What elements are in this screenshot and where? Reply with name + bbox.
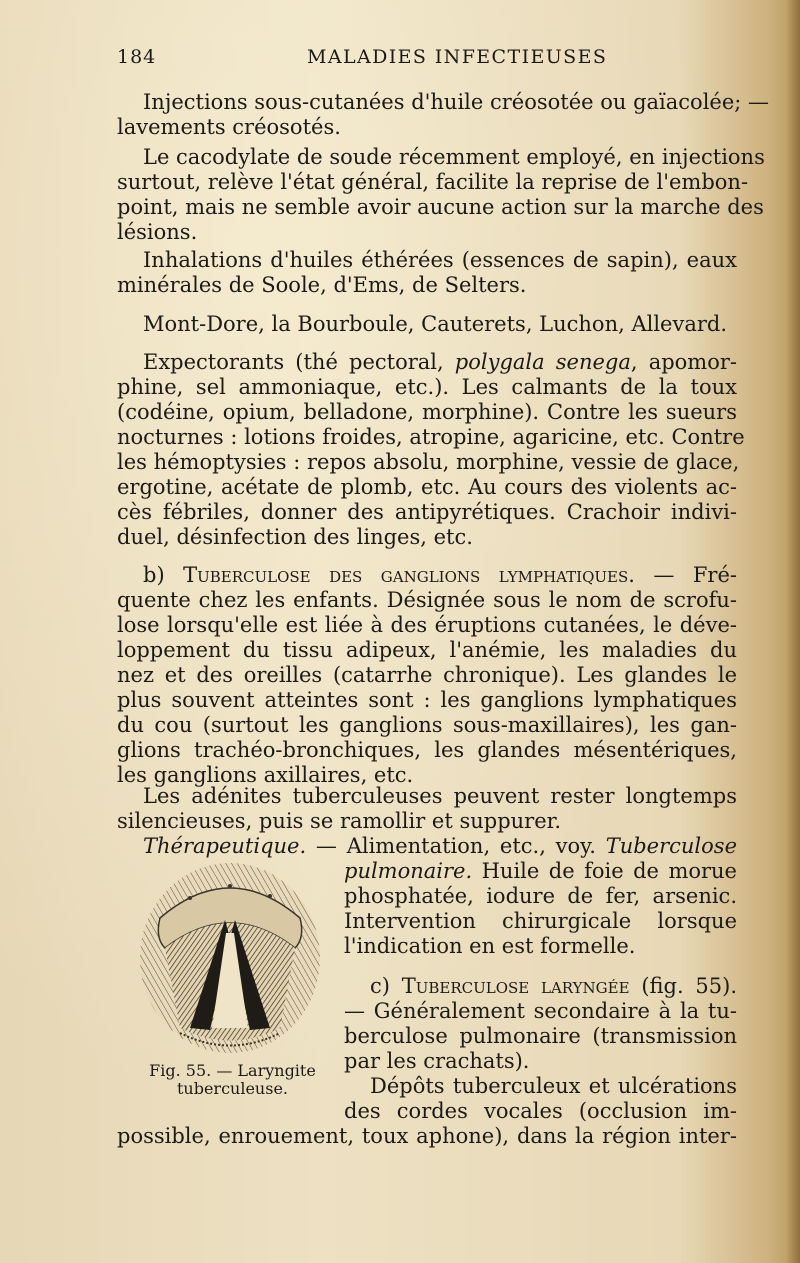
text-line: loppement du tissu adipeux, l'anémie, les maladies du [117, 638, 737, 662]
text-line: ergotine, acétate de plomb, etc. Au cours des violents ac- [117, 475, 737, 499]
text-line: lavements créosotés. [117, 115, 341, 139]
text-line: minérales de Soole, d'Ems, de Selters. [117, 273, 527, 297]
text-line: duel, désinfection des linges, etc. [117, 525, 473, 549]
page-number: 184 [117, 46, 157, 68]
figure-caption-line: Fig. 55. — Laryngite [149, 1061, 316, 1080]
figure-caption [130, 1062, 335, 1098]
section-heading: Tuberculose laryngée [401, 974, 630, 998]
text-line: les ganglions axillaires, etc. [117, 763, 414, 787]
page-spine-shadow [786, 0, 800, 1263]
text-span: c) [370, 974, 402, 998]
text-line [143, 832, 737, 860]
text-line: point, mais ne semble avoir aucune action sur la marche des [117, 195, 764, 219]
text-line: surtout, relève l'état général, facilite la reprise de l'embon- [117, 170, 749, 194]
larynx-illustration [130, 858, 330, 1058]
text-line: silencieuses, puis se ramollir et suppurer. [117, 809, 562, 833]
text-line [344, 857, 737, 885]
text-line: berculose pulmonaire (transmission [344, 1024, 737, 1048]
text-line: cès fébriles, donner des antipyrétiques. Crachoir indivi- [117, 500, 737, 524]
text-line: — Généralement secondaire à la tu- [344, 999, 737, 1023]
text-line: Injections sous-cutanées d'huile créosotée ou gaïacolée; — [143, 90, 770, 114]
text-line: plus souvent atteintes sont : les ganglions lymphatiques [117, 688, 737, 712]
text-line: quente chez les enfants. Désignée sous le nom de scrofu- [117, 588, 737, 612]
italic-term: polygala senega [454, 350, 631, 374]
text-span: (fig. 55). [629, 974, 738, 998]
section-heading-line [370, 972, 737, 1000]
section-heading-line [143, 561, 737, 589]
text-line: du cou (surtout les ganglions sous-maxillaires), les gan- [117, 713, 737, 737]
text-span: Expectorants (thé pectoral, [143, 350, 455, 374]
text-line: Inhalations d'huiles éthérées (essences de sapin), eaux [143, 248, 737, 272]
figure-caption-line: tuberculeuse. [176, 1079, 288, 1098]
text-span: — Alimentation, etc., voy. [306, 834, 606, 858]
section-heading: Tuberculose des ganglions lymphatiques. [183, 563, 635, 587]
italic-label: Thérapeutique. [143, 834, 307, 858]
text-line: Les adénites tuberculeuses peuvent rester longtemps [143, 784, 737, 808]
text-line: Dépôts tuberculeux et ulcérations [370, 1074, 737, 1098]
text-span: Huile de foie de morue [472, 859, 737, 883]
italic-reference: pulmonaire. [344, 859, 473, 883]
text-line: glions trachéo-bronchiques, les glandes mésentériques, [117, 738, 737, 762]
text-line: (codéine, opium, belladone, morphine). Contre les sueurs [117, 400, 737, 424]
text-span: , apomor- [630, 350, 737, 374]
text-line: Le cacodylate de soude récemment employé, en injections [143, 145, 765, 169]
text-line: lésions. [117, 220, 198, 244]
text-line: l'indication en est formelle. [344, 934, 636, 958]
text-line: nocturnes : lotions froides, atropine, agaricine, etc. Contre [117, 425, 745, 449]
text-span: b) [143, 563, 184, 587]
italic-reference: Tuberculose [605, 834, 737, 858]
text-line: possible, enrouement, toux aphone), dans la région inter- [117, 1124, 737, 1148]
page-header [117, 46, 737, 74]
text-line: par les crachats). [344, 1049, 530, 1073]
text-line: Intervention chirurgicale lorsque [344, 909, 737, 933]
text-line: les hémoptysies : repos absolu, morphine, vessie de glace, [117, 450, 740, 474]
text-line: des cordes vocales (occlusion im- [344, 1099, 737, 1123]
text-line [143, 348, 737, 376]
text-line: Mont-Dore, la Bourboule, Cauterets, Luchon, Allevard. [143, 312, 728, 336]
text-line: phosphatée, iodure de fer, arsenic. [344, 884, 737, 908]
text-span: — Fré- [634, 563, 737, 587]
text-line: phine, sel ammoniaque, etc.). Les calmants de la toux [117, 375, 737, 399]
text-line: nez et des oreilles (catarrhe chronique). Les glandes le [117, 663, 737, 687]
text-line: lose lorsqu'elle est liée à des éruptions cutanées, le déve- [117, 613, 737, 637]
running-title: MALADIES INFECTIEUSES [307, 46, 608, 68]
